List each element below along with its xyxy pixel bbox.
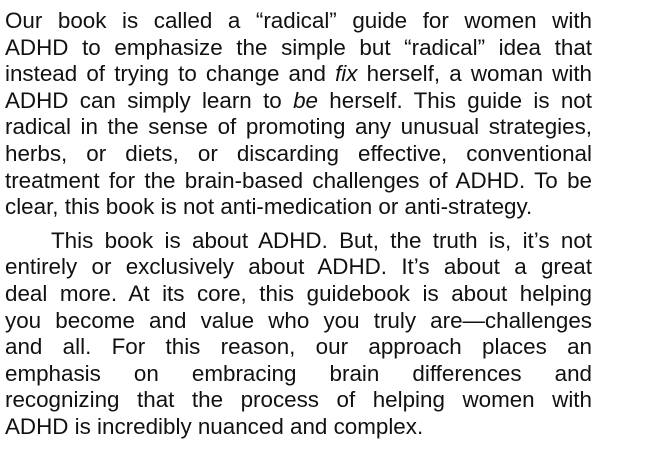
text-line <box>5 61 592 88</box>
text-run: radical in the sense of promoting any unusual strategies, <box>5 114 592 140</box>
text-line <box>5 35 592 62</box>
text-line <box>5 414 592 441</box>
text-run: recognizing that the process of helping women with <box>5 387 592 413</box>
text-run: emphasis on embracing brain differences and <box>5 360 592 386</box>
text-run: you become and value who you truly are—challenges <box>5 307 592 333</box>
paragraph-gap <box>5 221 592 228</box>
text-line <box>5 361 592 388</box>
text-line <box>5 141 592 168</box>
text-line <box>5 114 592 141</box>
text-line <box>5 8 592 35</box>
text-line <box>5 281 592 308</box>
text-line <box>5 168 592 195</box>
paragraph-2 <box>5 228 592 441</box>
text-run: This book is about ADHD. But, the truth is, it’s not <box>51 227 592 253</box>
text-run: entirely or exclusively about ADHD. It’s about a great <box>5 254 592 280</box>
italic-text: be <box>293 87 318 113</box>
text-run: ADHD can simply learn to <box>5 87 294 113</box>
text-run: herself. This guide is not <box>317 87 592 113</box>
text-run: instead of trying to change and <box>5 61 336 87</box>
text-line <box>5 387 592 414</box>
text-run: and all. For this reason, our approach places an <box>5 334 592 360</box>
italic-text: fix <box>335 61 358 87</box>
text-run: ADHD to emphasize the simple but “radical” idea that <box>5 34 592 60</box>
paragraph-1 <box>5 8 592 221</box>
text-run: treatment for the brain-based challenges of ADHD. To be <box>5 167 592 193</box>
text-line <box>5 228 592 255</box>
text-line <box>5 308 592 335</box>
text-line <box>5 88 592 115</box>
text-line <box>5 194 592 221</box>
text-run: herself, a woman with <box>357 61 592 87</box>
text-run: Our book is called a “radical” guide for women with <box>5 8 592 33</box>
text-run: herbs, or diets, or discarding effective, conventional <box>5 140 592 166</box>
text-line <box>5 334 592 361</box>
text-run: deal more. At its core, this guidebook is about helping <box>5 280 592 306</box>
text-run: ADHD is incredibly nuanced and complex. <box>5 413 424 439</box>
text-line <box>5 254 592 281</box>
text-run: clear, this book is not anti-medication or anti-strategy. <box>5 194 533 220</box>
document-page <box>5 8 592 441</box>
